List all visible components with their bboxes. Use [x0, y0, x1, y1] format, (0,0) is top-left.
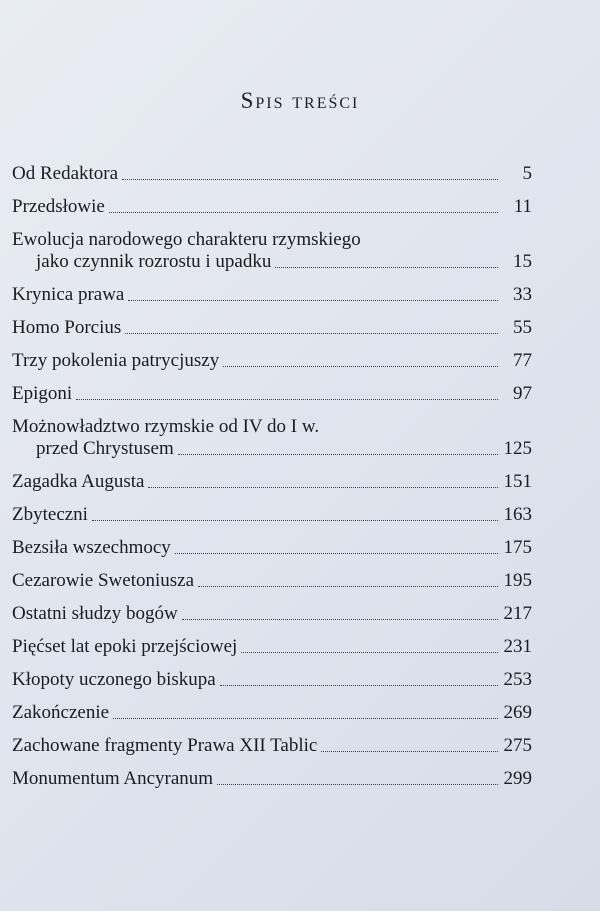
toc-entry-page: 97 [513, 383, 532, 404]
toc-entry [12, 383, 532, 405]
toc-entry [12, 284, 532, 306]
toc-entry [12, 163, 532, 185]
table-of-contents [12, 163, 532, 801]
dot-leader [125, 333, 498, 334]
toc-entry-page: 275 [503, 735, 532, 756]
toc-entry-label: Zbyteczni [12, 504, 88, 525]
toc-entry-label: Od Redaktora [12, 163, 119, 184]
toc-entry-label: Zakończenie [12, 702, 110, 723]
toc-entry-label: Zachowane fragmenty Prawa XII Tablic [12, 735, 318, 756]
toc-entry-page: 195 [503, 570, 532, 591]
toc-entry [12, 196, 532, 218]
toc-entry [12, 735, 532, 757]
toc-entry-page: 231 [503, 636, 532, 657]
dot-leader [198, 586, 498, 587]
toc-entry-page: 77 [513, 350, 532, 371]
toc-entry-label: przed Chrystusem [36, 438, 174, 459]
toc-entry-page: 175 [503, 537, 532, 558]
page-title: Spis treści [240, 88, 360, 113]
toc-entry [12, 504, 532, 526]
dot-leader [128, 300, 498, 301]
toc-entry [12, 317, 532, 339]
toc-entry [12, 702, 532, 724]
toc-entry [12, 768, 532, 790]
toc-entry-label: Ostatni słudzy bogów [12, 603, 178, 624]
dot-leader [76, 399, 498, 400]
toc-entry-label: Pięćset lat epoki przejściowej [12, 636, 238, 657]
dot-leader [92, 520, 498, 521]
dot-leader [182, 619, 498, 620]
toc-entry-page: 299 [503, 768, 532, 789]
toc-entry-label-line1: Możnowładztwo rzymskie od IV do I w. [12, 416, 320, 437]
toc-entry-label: Kłopoty uczonego biskupa [12, 669, 216, 690]
toc-entry-page: 15 [513, 251, 532, 272]
toc-entry-page: 11 [513, 196, 532, 217]
toc-entry [12, 229, 532, 273]
toc-entry-label: Epigoni [12, 383, 73, 404]
dot-leader [241, 652, 498, 653]
dot-leader [178, 454, 498, 455]
toc-entry-label: Zagadka Augusta [12, 471, 145, 492]
toc-entry-page: 33 [513, 284, 532, 305]
toc-entry-label-line1: Ewolucja narodowego charakteru rzymskiego [12, 229, 361, 250]
dot-leader [113, 718, 498, 719]
toc-entry-label: Homo Porcius [12, 317, 122, 338]
toc-entry-line2 [12, 438, 532, 460]
toc-entry [12, 416, 532, 460]
toc-entry-label: Cezarowie Swetoniusza [12, 570, 195, 591]
dot-leader [109, 212, 498, 213]
toc-entry-page: 55 [513, 317, 532, 338]
dot-leader [122, 179, 498, 180]
dot-leader [223, 366, 498, 367]
toc-entry [12, 570, 532, 592]
dot-leader [175, 553, 498, 554]
dot-leader [217, 784, 498, 785]
dot-leader [220, 685, 498, 686]
toc-entry-page: 125 [503, 438, 532, 459]
toc-entry-page: 163 [503, 504, 532, 525]
toc-entry [12, 350, 532, 372]
dot-leader [275, 267, 498, 268]
dot-leader [321, 751, 498, 752]
toc-entry-page: 151 [503, 471, 532, 492]
toc-entry [12, 537, 532, 559]
toc-entry [12, 603, 532, 625]
toc-entry-page: 217 [503, 603, 532, 624]
toc-entry-page: 5 [522, 163, 532, 184]
toc-entry-label: Trzy pokolenia patrycjuszy [12, 350, 220, 371]
toc-entry-page: 253 [503, 669, 532, 690]
toc-entry-label: jako czynnik rozrostu i upadku [36, 251, 272, 272]
toc-entry-label: Monumentum Ancyranum [12, 768, 214, 789]
toc-entry [12, 669, 532, 691]
toc-entry [12, 471, 532, 493]
toc-entry-label: Krynica prawa [12, 284, 125, 305]
toc-entry [12, 636, 532, 658]
toc-entry-page: 269 [503, 702, 532, 723]
toc-entry-line2 [12, 251, 532, 273]
toc-entry-label: Bezsiła wszechmocy [12, 537, 171, 558]
dot-leader [148, 487, 498, 488]
toc-entry-label: Przedsłowie [12, 196, 105, 217]
